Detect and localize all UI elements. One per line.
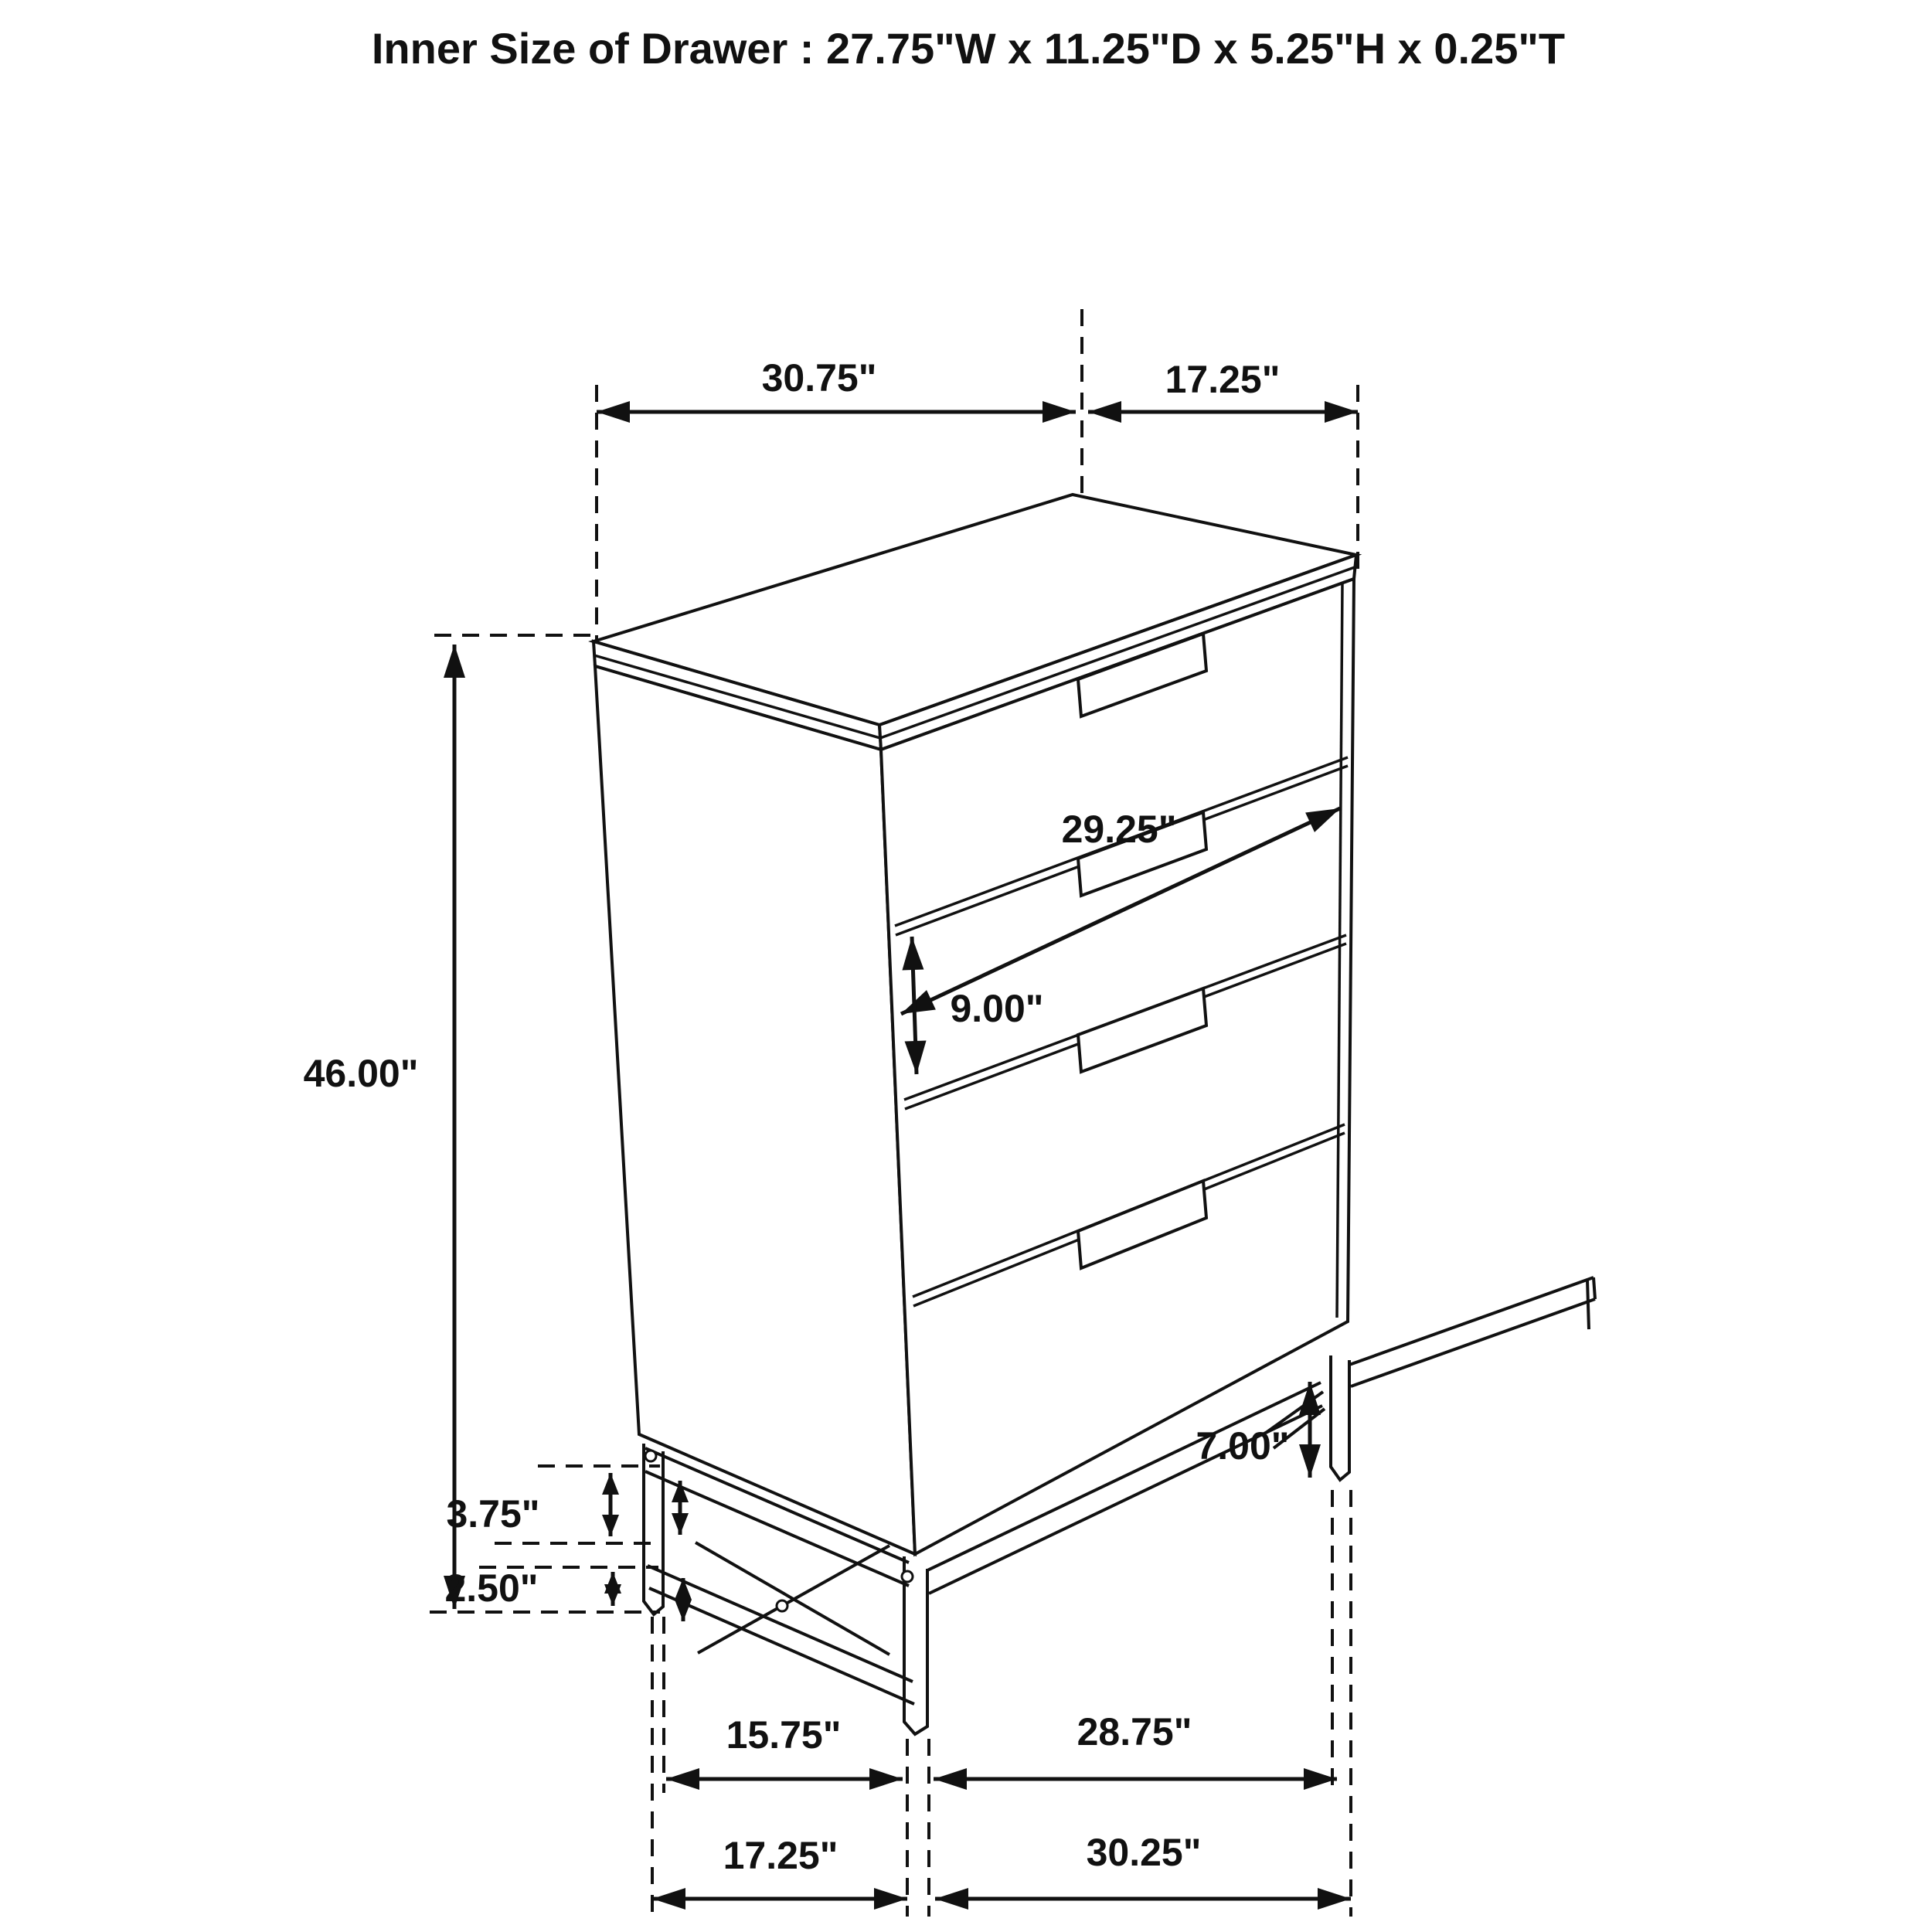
- label-front-inner-span: 15.75": [726, 1713, 842, 1757]
- screw-hole-2: [777, 1600, 787, 1611]
- diagram-title: Inner Size of Drawer : 27.75"W x 11.25"D x 5.25"H x 0.25"T: [371, 24, 1566, 73]
- label-rail-height: 3.75": [446, 1492, 540, 1536]
- label-drawer-width: 29.25": [1061, 808, 1177, 851]
- base-back-leg-stub: [1587, 1280, 1589, 1329]
- label-top-depth: 17.25": [1165, 358, 1281, 401]
- label-drawer-height: 9.00": [950, 987, 1044, 1030]
- label-front-outer-span: 17.25": [723, 1834, 838, 1877]
- label-side-inner-span: 28.75": [1077, 1710, 1192, 1753]
- label-top-width: 30.75": [761, 356, 877, 400]
- label-foot-height: 2.50": [444, 1566, 539, 1610]
- label-side-outer-span: 30.25": [1086, 1831, 1202, 1874]
- base-right-rail-cap: [1594, 1277, 1595, 1299]
- screw-hole-1: [645, 1451, 656, 1461]
- screw-hole-3: [902, 1571, 913, 1582]
- label-clearance: 7.00": [1196, 1424, 1290, 1468]
- cabinet-left-panel: [595, 666, 915, 1554]
- label-overall-height: 46.00": [303, 1052, 419, 1095]
